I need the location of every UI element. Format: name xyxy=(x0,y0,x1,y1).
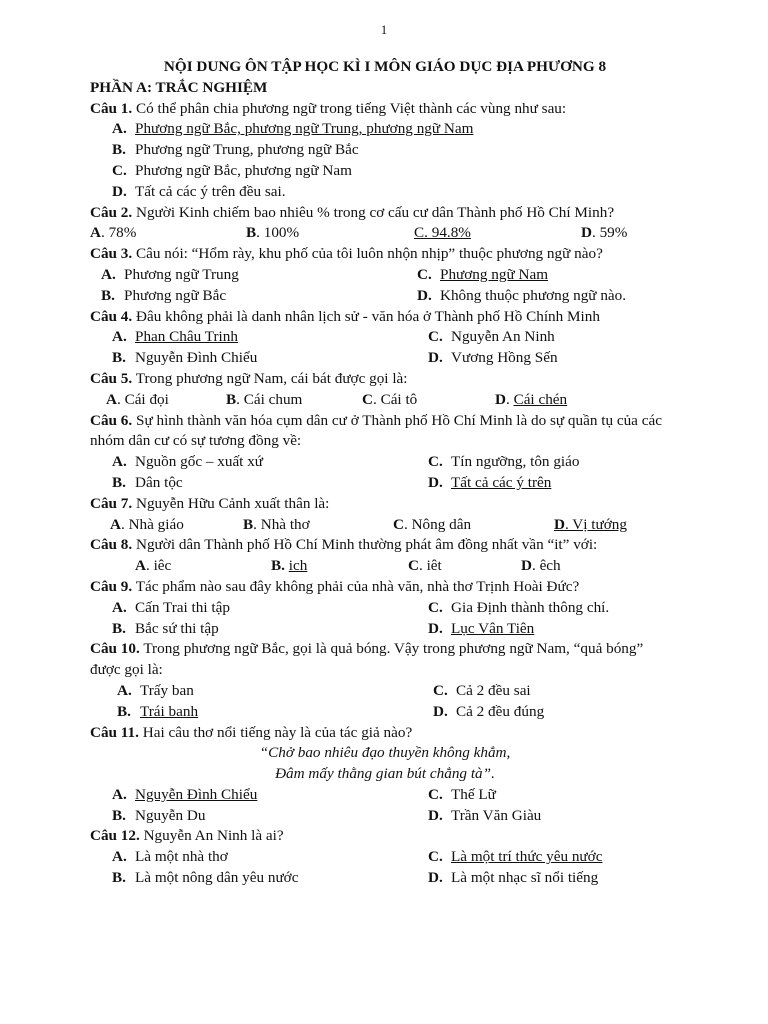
q3-options-row1 xyxy=(90,265,670,286)
q10-options-row1 xyxy=(90,681,670,702)
q10-option-d: D. Cả 2 đều đúng xyxy=(433,702,545,720)
q2-option-c: C. 94.8% xyxy=(414,224,471,242)
document-body xyxy=(90,57,670,889)
question-6: Câu 6. Sự hình thành văn hóa cụm dân cư ở Thành phố Hồ Chí Minh là do sự quần tụ của các nhóm dân cư có sự tương đồng về: xyxy=(90,411,662,450)
q9-options-row2 xyxy=(90,619,670,640)
q4-options-row2 xyxy=(90,348,670,369)
q1-option-c: C. Phương ngữ Bắc, phương ngữ Nam xyxy=(112,161,352,179)
q4-options-row1 xyxy=(90,327,670,348)
q1-option-d: D. Tất cả các ý trên đều sai. xyxy=(112,182,286,200)
q8-option-b: B. ich xyxy=(271,557,308,575)
q4-option-c: C. Nguyễn An Ninh xyxy=(428,328,555,346)
poem-line-1: “Chở bao nhiêu đạo thuyền không khẳm, xyxy=(259,744,511,762)
question-1: Câu 1. Có thể phân chia phương ngữ trong tiếng Việt thành các vùng như sau: xyxy=(90,99,567,117)
q8-option-d: D. êch xyxy=(521,557,561,575)
q3-option-c: C. Phương ngữ Nam xyxy=(417,265,549,283)
q12-options-row1 xyxy=(90,847,670,868)
q4-option-b: B. Nguyễn Đình Chiểu xyxy=(112,349,258,367)
q2-option-b: B. 100% xyxy=(246,224,300,242)
q3-option-d: D. Không thuộc phương ngữ nào. xyxy=(417,286,627,304)
question-9: Câu 9. Tác phẩm nào sau đây không phải của nhà văn, nhà thơ Trịnh Hoài Đức? xyxy=(90,577,580,595)
q9-option-c: C. Gia Định thành thông chí. xyxy=(428,598,610,616)
q6-option-b: B. Dân tộc xyxy=(112,473,183,491)
q6-option-a: A. Nguồn gốc – xuất xứ xyxy=(112,453,264,471)
q11-options-row2 xyxy=(90,806,670,827)
q5-option-c: C. Cái tô xyxy=(362,390,418,408)
question-5: Câu 5. Trong phương ngữ Nam, cái bát được gọi là: xyxy=(90,369,408,387)
q2-option-a: A. 78% xyxy=(90,224,137,242)
q9-options-row1 xyxy=(90,598,670,619)
q5-option-d: D. Cái chén xyxy=(495,390,568,408)
q7-option-c: C. Nông dân xyxy=(393,515,472,533)
q6-option-c: C. Tín ngưỡng, tôn giáo xyxy=(428,453,580,471)
q4-option-d: D. Vương Hồng Sến xyxy=(428,349,558,367)
q12-option-d: D. Là một nhạc sĩ nổi tiếng xyxy=(428,869,599,887)
question-11: Câu 11. Hai câu thơ nổi tiếng này là của tác giả nào? xyxy=(90,723,413,741)
q5-option-a: A. Cái đọi xyxy=(106,390,169,408)
q11-option-d: D. Trần Văn Giàu xyxy=(428,806,542,824)
q2-option-d: D. 59% xyxy=(581,224,628,242)
q11-option-b: B. Nguyễn Du xyxy=(112,806,206,824)
q2-options xyxy=(90,223,670,244)
q12-option-a: A. Là một nhà thơ xyxy=(112,848,228,866)
q11-options-row1 xyxy=(90,785,670,806)
q12-option-b: B. Là một nông dân yêu nước xyxy=(112,869,299,887)
q7-option-b: B. Nhà thơ xyxy=(243,515,310,533)
poem-line-2: Đâm mấy thằng gian bút chẳng tà”. xyxy=(275,765,495,783)
q3-option-b: B. Phương ngữ Bắc xyxy=(101,286,227,304)
q7-options xyxy=(90,515,670,536)
q5-option-b: B. Cái chum xyxy=(226,390,303,408)
page-number: 1 xyxy=(380,23,388,37)
q8-option-a: A. iêc xyxy=(135,557,172,575)
q7-option-d: D. Vị tướng xyxy=(554,515,627,533)
q10-option-c: C. Cả 2 đều sai xyxy=(433,681,531,699)
q7-option-a: A. Nhà giáo xyxy=(110,515,184,533)
question-3: Câu 3. Câu nói: “Hổm rày, khu phố của tôi luôn nhộn nhịp” thuộc phương ngữ nào? xyxy=(90,245,603,263)
q11-option-c: C. Thế Lữ xyxy=(428,785,496,803)
q12-option-c: C. Là một trí thức yêu nước xyxy=(428,848,603,866)
q8-options xyxy=(90,556,670,577)
q9-option-d: D. Lục Vân Tiên xyxy=(428,619,535,637)
question-8: Câu 8. Người dân Thành phố Hồ Chí Minh thường phát âm đồng nhất vần “it” với: xyxy=(90,536,598,554)
question-2: Câu 2. Người Kinh chiếm bao nhiêu % trong cơ cấu cư dân Thành phố Hồ Chí Minh? xyxy=(90,203,615,221)
section-heading: PHẦN A: TRẮC NGHIỆM xyxy=(90,78,268,96)
question-7: Câu 7. Nguyễn Hữu Cảnh xuất thân là: xyxy=(90,494,330,512)
q1-option-a: A. Phương ngữ Bắc, phương ngữ Trung, phương ngữ Nam xyxy=(112,120,474,138)
document-title: NỘI DUNG ÔN TẬP HỌC KÌ I MÔN GIÁO DỤC ĐỊA PHƯƠNG 8 xyxy=(163,58,607,75)
q9-option-a: A. Cấn Trai thi tập xyxy=(112,598,230,616)
q6-options-row2 xyxy=(90,473,670,494)
q5-options xyxy=(90,390,670,411)
q9-option-b: B. Bắc sứ thi tập xyxy=(112,619,219,637)
q10-option-b: B. Trái banh xyxy=(117,702,199,720)
q10-options-row2 xyxy=(90,702,670,723)
q3-options-row2 xyxy=(90,286,670,307)
question-4: Câu 4. Đâu không phải là danh nhân lịch sử - văn hóa ở Thành phố Hồ Chính Minh xyxy=(90,307,600,325)
q6-option-d: D. Tất cả các ý trên xyxy=(428,473,552,491)
q4-option-a: A. Phan Châu Trinh xyxy=(112,328,238,346)
question-10: Câu 10. Trong phương ngữ Bắc, gọi là quả bóng. Vậy trong phương ngữ Nam, “quả bóng” được gọi là: xyxy=(90,640,644,679)
q10-option-a: A. Trấy ban xyxy=(117,681,194,699)
q11-option-a: A. Nguyễn Đình Chiểu xyxy=(112,785,258,803)
q3-option-a: A. Phương ngữ Trung xyxy=(101,265,239,283)
q8-option-c: C. iêt xyxy=(408,557,442,575)
q12-options-row2 xyxy=(90,868,670,889)
q1-option-b: B. Phương ngữ Trung, phương ngữ Bắc xyxy=(112,141,359,159)
question-12: Câu 12. Nguyễn An Ninh là ai? xyxy=(90,827,284,845)
q6-options-row1 xyxy=(90,452,670,473)
